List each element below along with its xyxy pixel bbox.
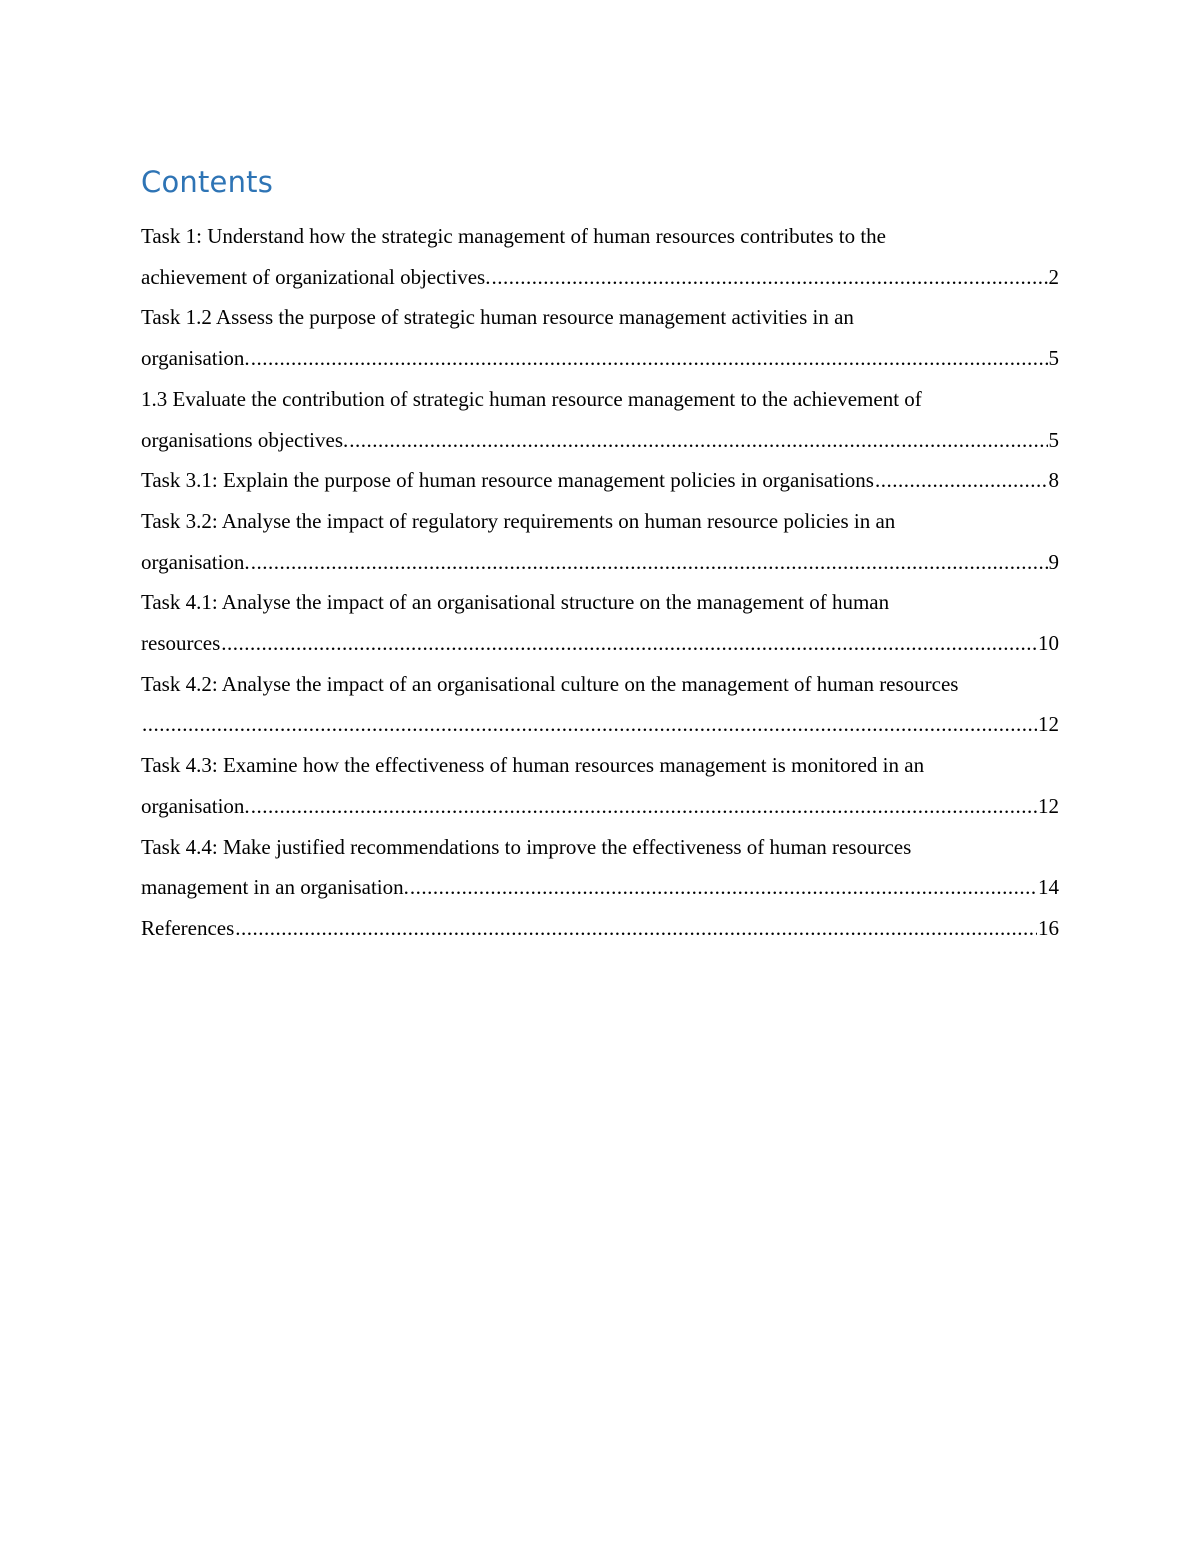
- toc-entry-last-line: [141, 542, 1059, 583]
- toc-page-number: 5: [1048, 427, 1059, 452]
- toc-heading: Contents: [141, 165, 274, 199]
- toc-page-number: 10: [1038, 631, 1059, 656]
- toc-list: [141, 216, 1059, 949]
- toc-entry-text: Task 1.2 Assess the purpose of strategic human resource management activities in an: [141, 305, 854, 330]
- toc-entry-text: Task 3.1: Explain the purpose of human resource management policies in organisations: [141, 468, 874, 493]
- toc-entry[interactable]: [141, 827, 1059, 908]
- toc-entry-text: Task 1: Understand how the strategic management of human resources contributes to the: [141, 224, 886, 248]
- toc-entry-text: Task 4.4: Make justified recommendations to improve the effectiveness of human resources: [141, 834, 912, 859]
- dot-leader: [142, 704, 1037, 745]
- toc-entry[interactable]: [141, 297, 1059, 378]
- toc-entry-last-line: [141, 786, 1059, 827]
- toc-entry-last-line: [141, 908, 1059, 949]
- toc-page-number: 16: [1038, 915, 1059, 940]
- toc-page-number: 12: [1038, 712, 1059, 737]
- toc-entry-last-line: [141, 420, 1059, 461]
- toc-entry[interactable]: [141, 460, 1059, 501]
- dot-leader: [235, 908, 1037, 949]
- dot-leader: [410, 867, 1037, 908]
- dot-leader: [251, 542, 1048, 583]
- toc-entry-text: achievement of organizational objectives.: [141, 264, 491, 289]
- dot-leader: [251, 786, 1037, 827]
- toc-page-number: 2: [1048, 264, 1059, 289]
- dot-leader: [349, 420, 1047, 461]
- toc-entry-last-line: [141, 257, 1059, 298]
- toc-page-number: 14: [1038, 875, 1059, 900]
- toc-entry-last-line: [141, 460, 1059, 501]
- dot-leader: [221, 623, 1037, 664]
- toc-entry-text: Task 4.3: Examine how the effectiveness of human resources management is monitored in an: [141, 753, 925, 778]
- toc-entry-last-line: [141, 867, 1059, 908]
- toc-entry[interactable]: [141, 745, 1059, 826]
- toc-entry-text: organisations objectives.: [141, 427, 349, 452]
- toc-entry-text: References: [141, 915, 235, 940]
- toc-entry[interactable]: [141, 501, 1059, 582]
- toc-entry-text: organisation.: [141, 793, 250, 818]
- toc-entry[interactable]: [141, 216, 1059, 297]
- toc-entry-text: Task 3.2: Analyse the impact of regulatory requirements on human resource policies in an: [141, 508, 896, 533]
- dot-leader: [491, 257, 1047, 298]
- table-of-contents: [141, 160, 1059, 949]
- toc-entry-text: organisation.: [141, 549, 250, 574]
- toc-entry-text: 1.3 Evaluate the contribution of strategic human resource management to the achievement of: [141, 386, 922, 411]
- toc-page-number: 9: [1048, 549, 1059, 574]
- toc-page-number: 8: [1048, 468, 1059, 493]
- toc-entry-last-line: [141, 704, 1059, 745]
- toc-entry-last-line: [141, 338, 1059, 379]
- toc-entry-text: organisation.: [141, 346, 250, 371]
- toc-entry-text: resources: [141, 631, 221, 656]
- toc-entry-text: management in an organisation.: [141, 875, 409, 900]
- toc-page-number: 12: [1038, 793, 1059, 818]
- toc-entry[interactable]: [141, 582, 1059, 663]
- toc-entry[interactable]: [141, 379, 1059, 460]
- dot-leader: [875, 460, 1048, 501]
- toc-entry-text: Task 4.2: Analyse the impact of an organisational culture on the management of human resources: [141, 671, 959, 696]
- dot-leader: [251, 338, 1048, 379]
- toc-entry[interactable]: [141, 908, 1059, 949]
- toc-entry[interactable]: [141, 664, 1059, 745]
- toc-page-number: 5: [1048, 346, 1059, 371]
- toc-entry-last-line: [141, 623, 1059, 664]
- toc-entry-text: Task 4.1: Analyse the impact of an organisational structure on the management of human: [141, 590, 890, 615]
